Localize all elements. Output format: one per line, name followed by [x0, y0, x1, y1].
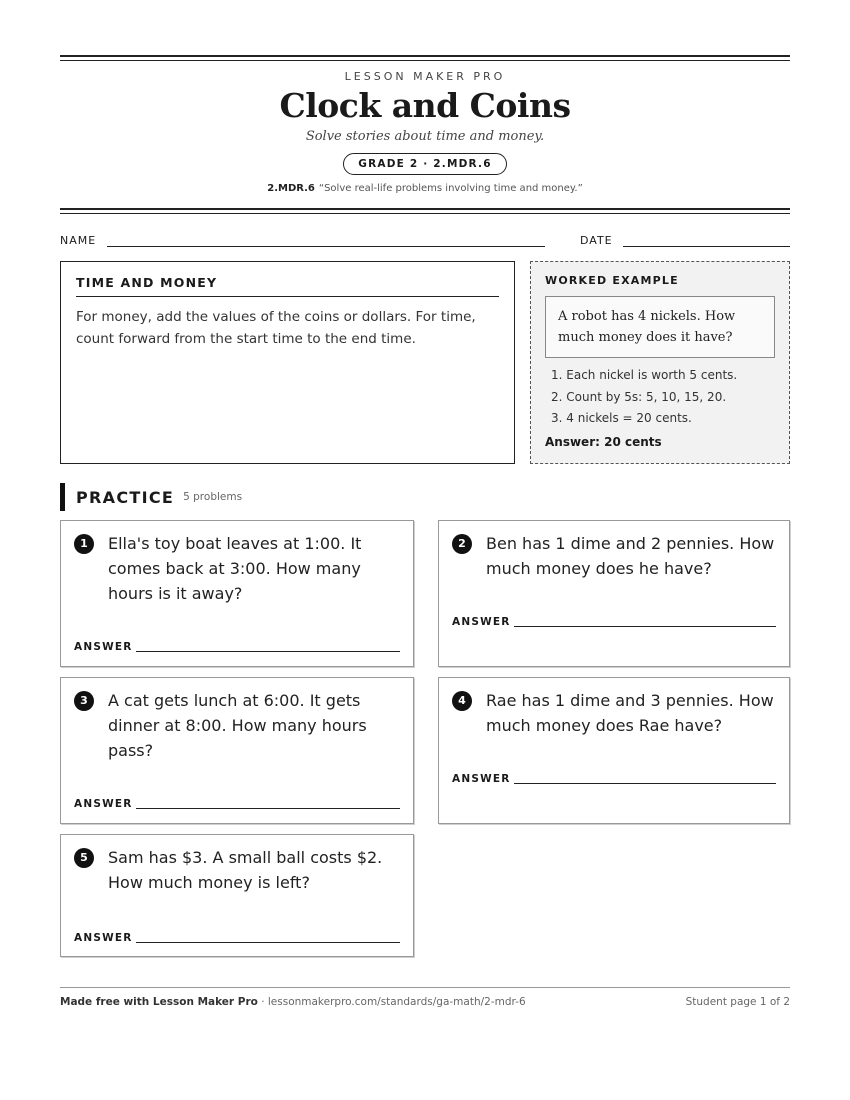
standard-text: “Solve real-life problems involving time and money.” — [318, 183, 583, 194]
problem-card-1 — [60, 520, 414, 667]
worked-example-box — [530, 261, 790, 464]
answer-row — [452, 616, 776, 628]
practice-count: 5 problems — [183, 491, 243, 503]
concept-box — [60, 261, 515, 464]
problem-number: 4 — [452, 691, 472, 711]
answer-label: ANSWER — [74, 798, 133, 810]
answer-field[interactable] — [514, 783, 776, 784]
footer-brand: Made free with Lesson Maker Pro — [60, 996, 258, 1008]
answer-field[interactable] — [514, 626, 776, 627]
answer-row — [452, 773, 776, 785]
answer-field[interactable] — [136, 808, 400, 809]
page-footer — [60, 987, 790, 1008]
worksheet-page — [60, 55, 790, 944]
footer-url[interactable]: · lessonmakerpro.com/standards/ga-math/2-mdr-6 — [257, 996, 526, 1008]
practice-title: PRACTICE — [76, 487, 175, 507]
problem-card-3 — [60, 677, 414, 824]
problem-card-5 — [60, 834, 414, 957]
answer-row — [74, 641, 400, 653]
problem-text: Sam has $3. A small ball costs $2. How much money is left? — [108, 848, 383, 892]
date-label: DATE — [580, 234, 613, 247]
worksheet-header — [60, 61, 790, 194]
answer-field[interactable] — [136, 942, 400, 943]
header-bottom-rule — [60, 208, 790, 214]
answer-label: ANSWER — [452, 773, 511, 785]
problem-card-4 — [438, 677, 790, 824]
worked-example-answer: Answer: 20 cents — [545, 434, 662, 449]
name-date-row — [60, 228, 790, 258]
worked-example-steps — [545, 365, 775, 430]
problem-card-2 — [438, 520, 790, 667]
worked-example-step: 2. Count by 5s: 5, 10, 15, 20. — [551, 389, 727, 404]
name-field[interactable] — [107, 246, 545, 247]
footer-page-number: Student page 1 of 2 — [685, 996, 790, 1008]
problem-number: 3 — [74, 691, 94, 711]
standard-line — [60, 183, 790, 194]
answer-row — [74, 798, 400, 810]
concept-body: For money, add the values of the coins or dollars. For time, count forward from the start time to the end time. — [76, 309, 476, 347]
worked-example-step: 3. 4 nickels = 20 cents. — [551, 411, 692, 425]
grade-badge: GRADE 2 · 2.MDR.6 — [343, 153, 506, 175]
answer-row — [74, 932, 400, 944]
page-title: Clock and Coins — [279, 86, 571, 125]
concept-title: TIME AND MONEY — [76, 275, 499, 297]
worked-example-title: WORKED EXAMPLE — [545, 274, 679, 287]
problem-text: A cat gets lunch at 6:00. It gets dinner at 8:00. How many hours pass? — [108, 691, 367, 760]
practice-header — [60, 483, 242, 511]
problem-text: Ella's toy boat leaves at 1:00. It comes back at 3:00. How many hours is it away? — [108, 534, 362, 603]
problem-text: Rae has 1 dime and 3 pennies. How much money does Rae have? — [486, 691, 774, 735]
answer-label: ANSWER — [452, 616, 511, 628]
date-field[interactable] — [623, 246, 790, 247]
problem-number: 5 — [74, 848, 94, 868]
name-label: NAME — [60, 234, 97, 247]
answer-label: ANSWER — [74, 932, 133, 944]
worked-example-step: 1. Each nickel is worth 5 cents. — [551, 368, 738, 382]
problem-text: Ben has 1 dime and 2 pennies. How much money does he have? — [486, 534, 775, 578]
answer-field[interactable] — [136, 651, 400, 652]
problem-number: 2 — [452, 534, 472, 554]
brand-name: LESSON MAKER PRO — [344, 70, 506, 83]
page-subtitle: Solve stories about time and money. — [305, 129, 545, 144]
answer-label: ANSWER — [74, 641, 133, 653]
standard-code: 2.MDR.6 — [267, 183, 315, 194]
worked-example-question: A robot has 4 nickels. How much money does it have? — [545, 296, 775, 358]
problem-number: 1 — [74, 534, 94, 554]
